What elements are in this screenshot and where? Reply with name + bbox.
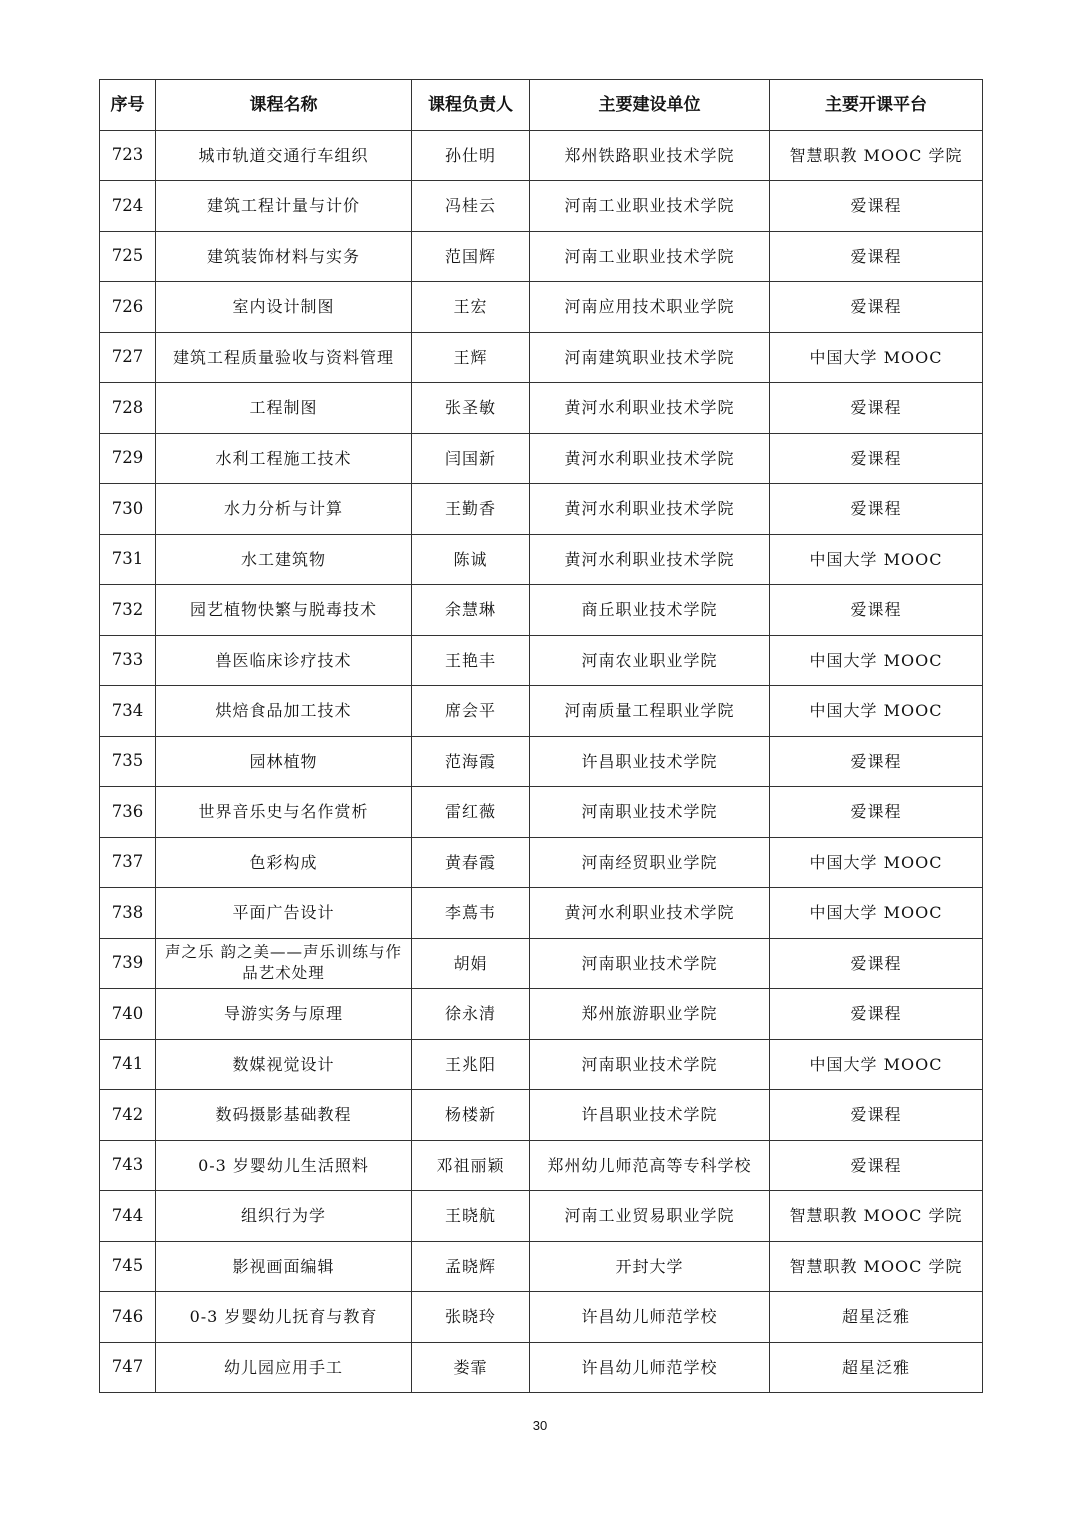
cell-number: 743 [100, 1140, 156, 1191]
cell-number: 740 [100, 989, 156, 1040]
table-row [100, 1039, 983, 1090]
cell-main-platform: 中国大学 MOOC [770, 534, 983, 585]
cell-number: 725 [100, 231, 156, 282]
cell-main-platform: 爱课程 [770, 1090, 983, 1141]
cell-course-name: 工程制图 [156, 383, 412, 434]
cell-course-name: 声之乐 韵之美——声乐训练与作品艺术处理 [156, 938, 412, 989]
cell-main-unit: 开封大学 [530, 1241, 770, 1292]
cell-main-unit: 河南职业技术学院 [530, 938, 770, 989]
table-row [100, 1191, 983, 1242]
cell-main-unit: 河南农业职业学院 [530, 635, 770, 686]
cell-number: 729 [100, 433, 156, 484]
cell-number: 744 [100, 1191, 156, 1242]
cell-main-unit: 河南应用技术职业学院 [530, 282, 770, 333]
cell-main-platform: 爱课程 [770, 181, 983, 232]
cell-main-unit: 河南质量工程职业学院 [530, 686, 770, 737]
cell-main-platform: 爱课程 [770, 585, 983, 636]
cell-course-lead: 徐永清 [412, 989, 530, 1040]
header-course-name: 课程名称 [156, 80, 412, 131]
cell-main-platform: 超星泛雅 [770, 1342, 983, 1393]
cell-course-lead: 张晓玲 [412, 1292, 530, 1343]
cell-course-name: 建筑装饰材料与实务 [156, 231, 412, 282]
cell-main-unit: 河南工业职业技术学院 [530, 181, 770, 232]
cell-course-name: 导游实务与原理 [156, 989, 412, 1040]
cell-main-unit: 郑州旅游职业学院 [530, 989, 770, 1040]
cell-course-lead: 余慧琳 [412, 585, 530, 636]
cell-main-unit: 黄河水利职业技术学院 [530, 534, 770, 585]
cell-course-lead: 陈诚 [412, 534, 530, 585]
cell-number: 731 [100, 534, 156, 585]
table-row [100, 686, 983, 737]
cell-main-unit: 河南职业技术学院 [530, 1039, 770, 1090]
cell-main-platform: 爱课程 [770, 433, 983, 484]
cell-main-unit: 黄河水利职业技术学院 [530, 433, 770, 484]
cell-number: 735 [100, 736, 156, 787]
table-body [100, 130, 983, 1393]
table-row [100, 332, 983, 383]
cell-course-lead: 胡娟 [412, 938, 530, 989]
cell-course-name: 建筑工程质量验收与资料管理 [156, 332, 412, 383]
header-course-lead: 课程负责人 [412, 80, 530, 131]
cell-main-platform: 中国大学 MOOC [770, 635, 983, 686]
cell-course-name: 组织行为学 [156, 1191, 412, 1242]
table-row [100, 231, 983, 282]
cell-course-lead: 李蔦韦 [412, 888, 530, 939]
cell-number: 739 [100, 938, 156, 989]
cell-main-unit: 河南建筑职业技术学院 [530, 332, 770, 383]
header-number: 序号 [100, 80, 156, 131]
cell-number: 736 [100, 787, 156, 838]
cell-number: 745 [100, 1241, 156, 1292]
cell-course-name: 烘焙食品加工技术 [156, 686, 412, 737]
cell-number: 742 [100, 1090, 156, 1141]
cell-course-name: 平面广告设计 [156, 888, 412, 939]
table-row [100, 1342, 983, 1393]
table-row [100, 938, 983, 989]
cell-course-name: 水工建筑物 [156, 534, 412, 585]
table-row [100, 484, 983, 535]
cell-main-unit: 河南工业贸易职业学院 [530, 1191, 770, 1242]
cell-number: 746 [100, 1292, 156, 1343]
cell-course-lead: 王勤香 [412, 484, 530, 535]
cell-course-name: 0-3 岁婴幼儿抚育与教育 [156, 1292, 412, 1343]
cell-course-lead: 孟晓辉 [412, 1241, 530, 1292]
cell-main-unit: 河南经贸职业学院 [530, 837, 770, 888]
cell-number: 737 [100, 837, 156, 888]
cell-main-unit: 黄河水利职业技术学院 [530, 383, 770, 434]
cell-main-platform: 爱课程 [770, 1140, 983, 1191]
table-row [100, 1140, 983, 1191]
cell-course-name: 兽医临床诊疗技术 [156, 635, 412, 686]
cell-course-name: 水力分析与计算 [156, 484, 412, 535]
cell-main-platform: 中国大学 MOOC [770, 1039, 983, 1090]
cell-course-name: 建筑工程计量与计价 [156, 181, 412, 232]
cell-course-name: 室内设计制图 [156, 282, 412, 333]
table-row [100, 433, 983, 484]
cell-number: 747 [100, 1342, 156, 1393]
cell-course-lead: 王晓航 [412, 1191, 530, 1242]
table-row [100, 888, 983, 939]
cell-number: 724 [100, 181, 156, 232]
cell-course-lead: 范海霞 [412, 736, 530, 787]
cell-main-unit: 许昌幼儿师范学校 [530, 1292, 770, 1343]
cell-course-name: 0-3 岁婴幼儿生活照料 [156, 1140, 412, 1191]
cell-main-platform: 智慧职教 MOOC 学院 [770, 1191, 983, 1242]
cell-course-lead: 孙仕明 [412, 130, 530, 181]
cell-course-name: 数码摄影基础教程 [156, 1090, 412, 1141]
cell-main-platform: 智慧职教 MOOC 学院 [770, 130, 983, 181]
cell-course-name: 世界音乐史与名作赏析 [156, 787, 412, 838]
cell-number: 730 [100, 484, 156, 535]
cell-number: 732 [100, 585, 156, 636]
cell-main-platform: 中国大学 MOOC [770, 686, 983, 737]
cell-main-platform: 中国大学 MOOC [770, 888, 983, 939]
table-row [100, 837, 983, 888]
page-number: 30 [532, 1418, 548, 1433]
cell-main-unit: 郑州幼儿师范高等专科学校 [530, 1140, 770, 1191]
cell-course-lead: 王艳丰 [412, 635, 530, 686]
table-header-row [100, 80, 983, 131]
table-row [100, 989, 983, 1040]
table-row [100, 787, 983, 838]
table-row [100, 1241, 983, 1292]
cell-course-lead: 邓祖丽颖 [412, 1140, 530, 1191]
table-row [100, 585, 983, 636]
cell-course-lead: 闫国新 [412, 433, 530, 484]
cell-course-name: 园艺植物快繁与脱毒技术 [156, 585, 412, 636]
cell-main-unit: 郑州铁路职业技术学院 [530, 130, 770, 181]
cell-main-unit: 许昌职业技术学院 [530, 1090, 770, 1141]
cell-main-platform: 爱课程 [770, 989, 983, 1040]
cell-number: 733 [100, 635, 156, 686]
cell-main-platform: 超星泛雅 [770, 1292, 983, 1343]
cell-main-unit: 许昌职业技术学院 [530, 736, 770, 787]
course-table [99, 79, 983, 1393]
cell-course-lead: 王兆阳 [412, 1039, 530, 1090]
cell-main-unit: 黄河水利职业技术学院 [530, 484, 770, 535]
table-row [100, 383, 983, 434]
cell-main-unit: 许昌幼儿师范学校 [530, 1342, 770, 1393]
cell-main-platform: 爱课程 [770, 231, 983, 282]
table-row [100, 736, 983, 787]
cell-number: 726 [100, 282, 156, 333]
cell-main-platform: 爱课程 [770, 787, 983, 838]
cell-main-platform: 爱课程 [770, 383, 983, 434]
cell-course-lead: 席会平 [412, 686, 530, 737]
cell-main-unit: 黄河水利职业技术学院 [530, 888, 770, 939]
table-row [100, 1292, 983, 1343]
cell-number: 741 [100, 1039, 156, 1090]
cell-course-lead: 范国辉 [412, 231, 530, 282]
cell-course-name: 影视画面编辑 [156, 1241, 412, 1292]
cell-number: 723 [100, 130, 156, 181]
cell-course-lead: 杨楼新 [412, 1090, 530, 1141]
cell-number: 727 [100, 332, 156, 383]
cell-main-unit: 河南工业职业技术学院 [530, 231, 770, 282]
cell-course-lead: 王宏 [412, 282, 530, 333]
header-main-platform: 主要开课平台 [770, 80, 983, 131]
cell-course-name: 幼儿园应用手工 [156, 1342, 412, 1393]
table-row [100, 282, 983, 333]
cell-main-platform: 爱课程 [770, 736, 983, 787]
table-row [100, 130, 983, 181]
cell-course-lead: 王辉 [412, 332, 530, 383]
cell-course-lead: 娄霏 [412, 1342, 530, 1393]
cell-main-platform: 爱课程 [770, 938, 983, 989]
cell-number: 728 [100, 383, 156, 434]
cell-main-platform: 中国大学 MOOC [770, 332, 983, 383]
cell-main-unit: 河南职业技术学院 [530, 787, 770, 838]
cell-course-name: 水利工程施工技术 [156, 433, 412, 484]
cell-main-platform: 爱课程 [770, 484, 983, 535]
cell-course-lead: 黄春霞 [412, 837, 530, 888]
table-row [100, 534, 983, 585]
cell-course-name: 城市轨道交通行车组织 [156, 130, 412, 181]
cell-course-lead: 雷红薇 [412, 787, 530, 838]
cell-number: 738 [100, 888, 156, 939]
cell-course-lead: 张圣敏 [412, 383, 530, 434]
table-row [100, 635, 983, 686]
cell-number: 734 [100, 686, 156, 737]
header-main-unit: 主要建设单位 [530, 80, 770, 131]
cell-course-name: 数媒视觉设计 [156, 1039, 412, 1090]
cell-course-name: 园林植物 [156, 736, 412, 787]
cell-main-platform: 爱课程 [770, 282, 983, 333]
cell-course-name: 色彩构成 [156, 837, 412, 888]
cell-main-unit: 商丘职业技术学院 [530, 585, 770, 636]
cell-main-platform: 中国大学 MOOC [770, 837, 983, 888]
cell-course-lead: 冯桂云 [412, 181, 530, 232]
table-row [100, 181, 983, 232]
cell-main-platform: 智慧职教 MOOC 学院 [770, 1241, 983, 1292]
table-row [100, 1090, 983, 1141]
